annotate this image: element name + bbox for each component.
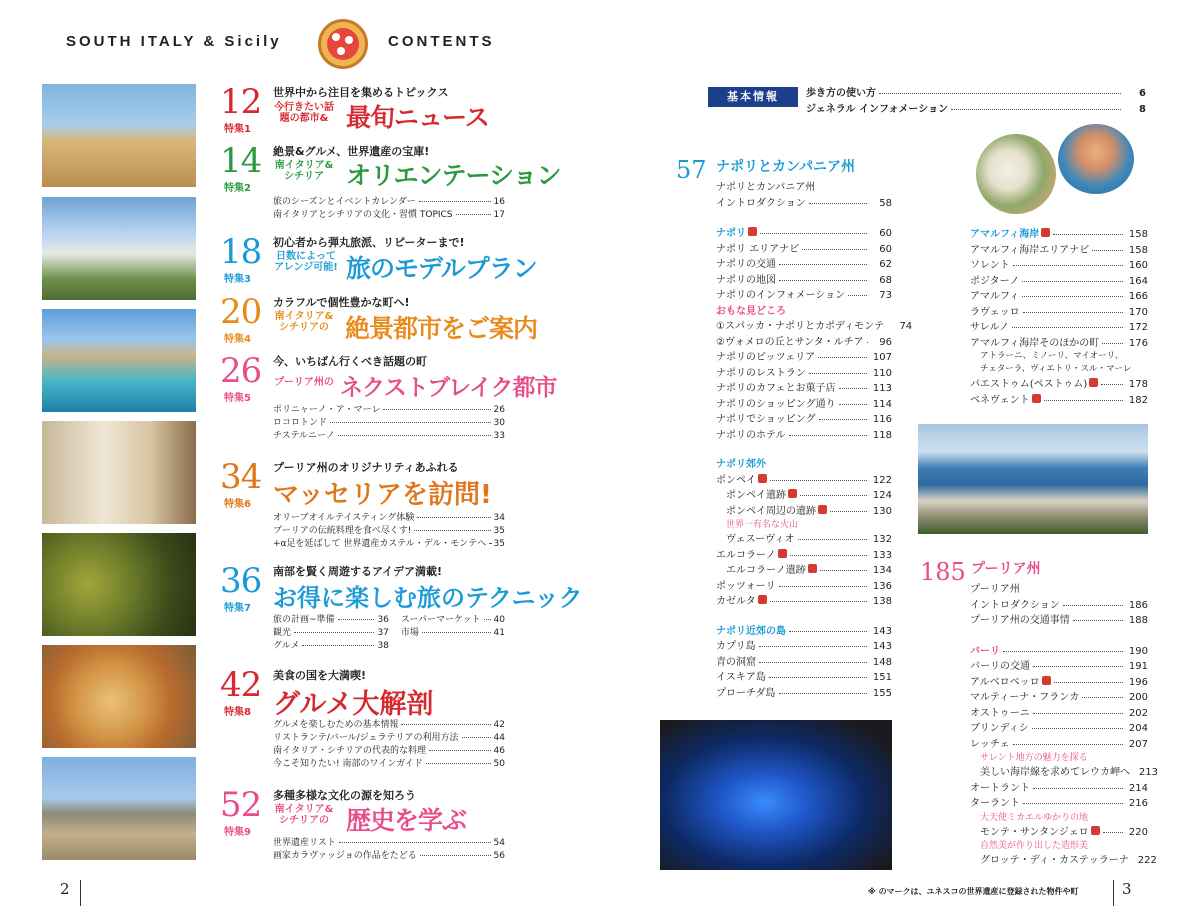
toc-entry[interactable]: ポッツォーリ 136 <box>716 580 892 592</box>
toc-entry[interactable]: 南イタリアとシチリアの文化・習慣 TOPICS 17 <box>273 210 505 220</box>
feature-4[interactable] <box>220 292 538 354</box>
toc-entry[interactable]: ナポリとカンパニア州 <box>716 182 816 193</box>
contents-heading: CONTENTS <box>388 33 495 50</box>
unesco-icon <box>1091 826 1100 835</box>
toc-entry[interactable]: ソレント 160 <box>970 260 1148 271</box>
feature-heading: 美食の国を大満喫! <box>273 669 367 682</box>
feature-page-number: 36 <box>220 561 262 601</box>
toc-entry[interactable]: レッチェ 207 <box>970 738 1148 750</box>
toc-entry[interactable]: ヴェスーヴィオ 132 <box>726 534 892 545</box>
toc-entry[interactable]: ナポリの交通 62 <box>716 259 892 270</box>
toc-subsection[interactable]: ナポリ近郊の島 143 <box>716 625 892 637</box>
photo-harbor <box>1058 124 1134 194</box>
toc-entry[interactable]: チステルニーノ 33 <box>273 431 505 441</box>
toc-entry[interactable]: エルコラーノ 133 <box>716 549 892 561</box>
feature-heading: 南部を賢く周遊するアイデア満載! <box>273 565 443 578</box>
amalfi-toc <box>970 225 1148 406</box>
feature-title: グルメ大解剖 <box>273 689 434 720</box>
feature-title: 歴史を学ぶ <box>346 806 467 835</box>
unesco-icon <box>1089 378 1098 387</box>
toc-note: アトラーニ、ミノーリ、マイオーリ、 <box>980 351 1124 361</box>
napoli-toc <box>716 178 913 699</box>
toc-entry[interactable]: サレルノ 172 <box>970 322 1148 333</box>
feature-1[interactable] <box>220 84 510 144</box>
toc-entry[interactable]: ナポリのピッツェリア 107 <box>716 352 892 363</box>
toc-entry[interactable]: ポリニャーノ・ア・マーレ 26 <box>273 405 505 415</box>
pizza-logo <box>318 19 368 69</box>
feature-heading: 世界中から注目を集めるトピックス <box>273 86 449 99</box>
toc-entry[interactable]: 今こそ知りたい! 南部のワインガイド 50 <box>273 759 505 769</box>
toc-entry[interactable]: ブリンディシ 204 <box>970 723 1148 734</box>
toc-entry[interactable]: ベネヴェント 182 <box>970 394 1148 406</box>
feature-subtitle: 南イタリア&シチリアの <box>274 311 334 333</box>
toc-entry[interactable]: カゼルタ 138 <box>716 596 892 607</box>
feature-label: 特集4 <box>224 334 251 345</box>
photo-blue-grotto <box>660 720 892 870</box>
toc-note: 自然美が作り出した造形美 <box>980 841 1089 851</box>
toc-entry[interactable]: 美しい海岸線を求めてレウカ岬へ 213 <box>980 767 1158 778</box>
puglia-toc <box>970 580 1158 867</box>
photo-noto <box>42 84 196 187</box>
feature-title: ネクストブレイク都市 <box>340 375 557 401</box>
toc-entry[interactable]: 観光 37 <box>273 628 389 638</box>
section-page-number: 185 <box>920 558 966 586</box>
photo-food <box>976 134 1056 214</box>
photo-alley <box>42 421 196 524</box>
photo-pompeii <box>42 757 196 860</box>
feature-label: 特集7 <box>224 603 251 614</box>
feature-subtitle: 日数によってアレンジ可能! <box>274 251 338 273</box>
section-page-number: 57 <box>676 156 707 184</box>
toc-entry[interactable]: 市場 41 <box>400 628 505 638</box>
toc-entry[interactable]: ナポリ エリアナビ 60 <box>716 243 892 255</box>
feature-heading: カラフルで個性豊かな町へ! <box>273 296 410 309</box>
toc-note: 大天使ミカエルゆかりの地 <box>980 812 1089 823</box>
toc-entry[interactable]: エルコラーノ遺跡 134 <box>726 565 892 576</box>
feature-subtitle: プーリア州の <box>274 377 334 388</box>
feature-title: オリエンテーション <box>346 161 561 190</box>
feature-heading: プーリア州のオリジナリティあふれる <box>273 461 459 474</box>
unesco-note: ※ のマークは、ユネスコの世界遺産に登録された物件や町 <box>868 887 1079 896</box>
toc-note: サレント地方の魅力を探る <box>980 753 1088 763</box>
feature-title: お得に楽しむ旅のテクニック <box>273 584 583 612</box>
toc-entry[interactable]: ラヴェッロ 170 <box>970 306 1148 318</box>
toc-entry[interactable]: モンテ・サンタンジェロ 220 <box>980 826 1148 838</box>
toc-entry[interactable]: イスキア島 151 <box>716 672 892 683</box>
toc-subsection[interactable]: バーリ 190 <box>970 645 1148 657</box>
photo-ostuni <box>42 197 196 300</box>
feature-page-number: 26 <box>220 351 262 391</box>
book-title: SOUTH ITALY & Sicily <box>66 33 282 50</box>
unesco-icon <box>788 489 797 498</box>
unesco-icon <box>808 564 817 573</box>
toc-entry[interactable]: カプリ島 143 <box>716 641 892 652</box>
toc-entry[interactable]: バーリの交通 191 <box>970 661 1148 672</box>
toc-entry[interactable]: ターラント 216 <box>970 798 1148 809</box>
feature-page-number: 14 <box>220 141 262 181</box>
feature-page-number: 18 <box>220 232 262 272</box>
toc-entry[interactable]: +α足を延ばして 世界遺産カステル・デル・モンテへ 35 <box>273 539 505 549</box>
toc-entry[interactable]: アマルフィ海岸エリアナビ 158 <box>970 244 1148 256</box>
toc-entry[interactable]: ナポリのレストラン 110 <box>716 367 892 379</box>
unesco-icon <box>748 227 757 236</box>
toc-entry[interactable]: ①スパッカ・ナポリとカポディモンテ 74 <box>716 321 913 332</box>
toc-entry[interactable]: グルメを楽しむための基本情報 42 <box>273 720 505 730</box>
feature-label: 特集9 <box>224 827 251 838</box>
feature-heading: 多種多様な文化の源を知ろう <box>273 789 416 802</box>
unesco-icon <box>758 474 767 483</box>
feature-label: 特集6 <box>224 499 251 510</box>
feature-subtitle: 今行きたい話題の都市& <box>274 102 334 124</box>
feature-subtitle: 南イタリア&シチリアの <box>274 804 334 826</box>
toc-entry[interactable]: アマルフィ海岸そのほかの町 176 <box>970 337 1148 349</box>
feature-3[interactable] <box>220 232 537 294</box>
toc-entry[interactable]: イントロダクション 58 <box>716 197 892 209</box>
feature-label: 特集8 <box>224 707 251 718</box>
toc-entry[interactable]: リストランテ/バール/ジェラテリアの利用方法 44 <box>273 733 505 743</box>
feature-heading: 今、いちばん行くべき話題の町 <box>273 355 427 368</box>
toc-entry[interactable]: 青の洞窟 148 <box>716 656 892 668</box>
feature-2[interactable] <box>220 141 561 223</box>
feature-label: 特集2 <box>224 183 251 194</box>
feature-page-number: 20 <box>220 292 262 332</box>
photo-polignano <box>42 309 196 412</box>
toc-entry[interactable]: 世界遺産リスト 54 <box>273 838 505 848</box>
toc-entry[interactable]: ナポリのショッピング通り 114 <box>716 398 892 410</box>
toc-entry[interactable]: スーパーマーケット 40 <box>400 615 505 625</box>
toc-entry[interactable]: ポンペイ遺跡 124 <box>726 490 892 501</box>
unesco-icon <box>1042 676 1051 685</box>
toc-note: 世界一有名な火山 <box>726 520 799 530</box>
toc-entry[interactable]: ナポリのインフォメーション 73 <box>716 290 892 301</box>
feature-heading: 初心者から弾丸旅派、リピーターまで! <box>273 236 465 249</box>
feature-label: 特集1 <box>224 124 251 135</box>
feature-heading: 絶景&グルメ、世界遺産の宝庫! <box>273 145 430 158</box>
toc-entry[interactable]: 南イタリア・シチリアの代表的な料理 46 <box>273 746 505 756</box>
toc-entry[interactable]: ナポリのホテル 118 <box>716 429 892 441</box>
toc-entry[interactable]: ジェネラル インフォメーション 8 <box>806 103 1146 115</box>
feature-page-number: 12 <box>220 82 262 122</box>
page-divider <box>1113 880 1114 906</box>
unesco-icon <box>1032 394 1041 403</box>
toc-entry[interactable]: ロコロトンド 30 <box>273 418 505 428</box>
photo-olives <box>42 533 196 636</box>
toc-entry[interactable]: オートラント 214 <box>970 782 1148 794</box>
page-divider <box>80 880 81 906</box>
toc-entry[interactable]: ナポリのカフェとお菓子店 113 <box>716 383 892 394</box>
feature-title: 最旬ニュース <box>346 103 489 132</box>
feature-6[interactable] <box>220 459 510 554</box>
feature-title: 旅のモデルプラン <box>346 254 537 283</box>
section-title: プーリア州 <box>971 561 1041 577</box>
unesco-icon <box>1041 228 1050 237</box>
feature-subtitle: 南イタリア&シチリア <box>274 160 334 182</box>
toc-entry[interactable]: イントロダクション 186 <box>970 599 1148 611</box>
toc-entry[interactable]: ポンペイ周辺の遺跡 130 <box>726 505 892 517</box>
feature-page-number: 52 <box>220 785 262 825</box>
toc-entry[interactable]: プローチダ島 155 <box>716 687 892 699</box>
toc-entry[interactable]: プーリア州 <box>970 584 1020 595</box>
toc-entry[interactable]: オストゥーニ 202 <box>970 707 1148 719</box>
unesco-icon <box>778 549 787 558</box>
toc-note: チェターラ、ヴィエトリ・スル・マーレ <box>980 364 1132 374</box>
toc-entry[interactable]: ポジターノ 164 <box>970 275 1148 287</box>
toc-subsection[interactable]: ナポリ 60 <box>716 228 892 239</box>
photo-pizza <box>42 645 196 748</box>
toc-entry[interactable]: 旅の計画~準備 36 <box>273 615 389 625</box>
toc-subsection[interactable]: アマルフィ海岸 158 <box>970 229 1148 240</box>
feature-title: マッセリアを訪問! <box>273 480 492 510</box>
toc-entry[interactable]: 画家カラヴァッジョの作品をたどる 56 <box>273 851 505 861</box>
toc-entry[interactable]: アルベロベッロ 196 <box>970 676 1148 688</box>
toc-entry[interactable]: グルメ 38 <box>273 641 389 651</box>
right-page-number: 3 <box>1122 880 1132 898</box>
toc-entry[interactable]: パエストゥム(ペストゥム) 178 <box>970 379 1148 390</box>
basic-info-label: 基本情報 <box>708 87 798 107</box>
toc-entry[interactable]: 歩き方の使い方 6 <box>806 88 1146 99</box>
feature-label: 特集5 <box>224 393 251 404</box>
left-page-number: 2 <box>60 880 70 898</box>
unesco-icon <box>818 505 827 514</box>
toc-entry[interactable]: グロッテ・ディ・カステッラーナ 222 <box>980 855 1157 866</box>
toc-subsection: おもな見どころ <box>716 305 786 317</box>
toc-entry[interactable]: ナポリでショッピング 116 <box>716 414 892 425</box>
section-title: ナポリとカンパニア州 <box>716 159 856 175</box>
feature-page-number: 34 <box>220 457 262 497</box>
toc-entry[interactable]: ②ヴォメロの丘とサンタ・ルチア 96 <box>716 336 892 348</box>
feature-9[interactable] <box>220 787 510 867</box>
feature-title: 絶景都市をご案内 <box>345 314 538 343</box>
feature-5[interactable] <box>220 351 557 448</box>
toc-entry[interactable]: 旅のシーズンとイベントカレンダー 16 <box>273 197 505 207</box>
toc-entry[interactable]: ポンペイ 122 <box>716 474 892 486</box>
feature-label: 特集3 <box>224 274 251 285</box>
unesco-icon <box>758 595 767 604</box>
feature-7[interactable] <box>220 561 583 658</box>
toc-subsection: ナポリ郊外 <box>716 459 766 470</box>
toc-entry[interactable]: オリーブオイルテイスティング体験 34 <box>273 513 505 523</box>
photo-naples-bay <box>918 424 1148 534</box>
toc-entry[interactable]: プーリア州の交通事情 188 <box>970 615 1148 626</box>
toc-entry[interactable]: ナポリの地図 68 <box>716 274 892 286</box>
toc-entry[interactable]: マルティーナ・フランカ 200 <box>970 692 1148 703</box>
toc-entry[interactable]: アマルフィ 166 <box>970 291 1148 302</box>
feature-8[interactable] <box>220 667 510 772</box>
toc-entry[interactable]: プーリアの伝統料理を食べ尽くす! 35 <box>273 526 505 536</box>
feature-page-number: 42 <box>220 665 262 705</box>
